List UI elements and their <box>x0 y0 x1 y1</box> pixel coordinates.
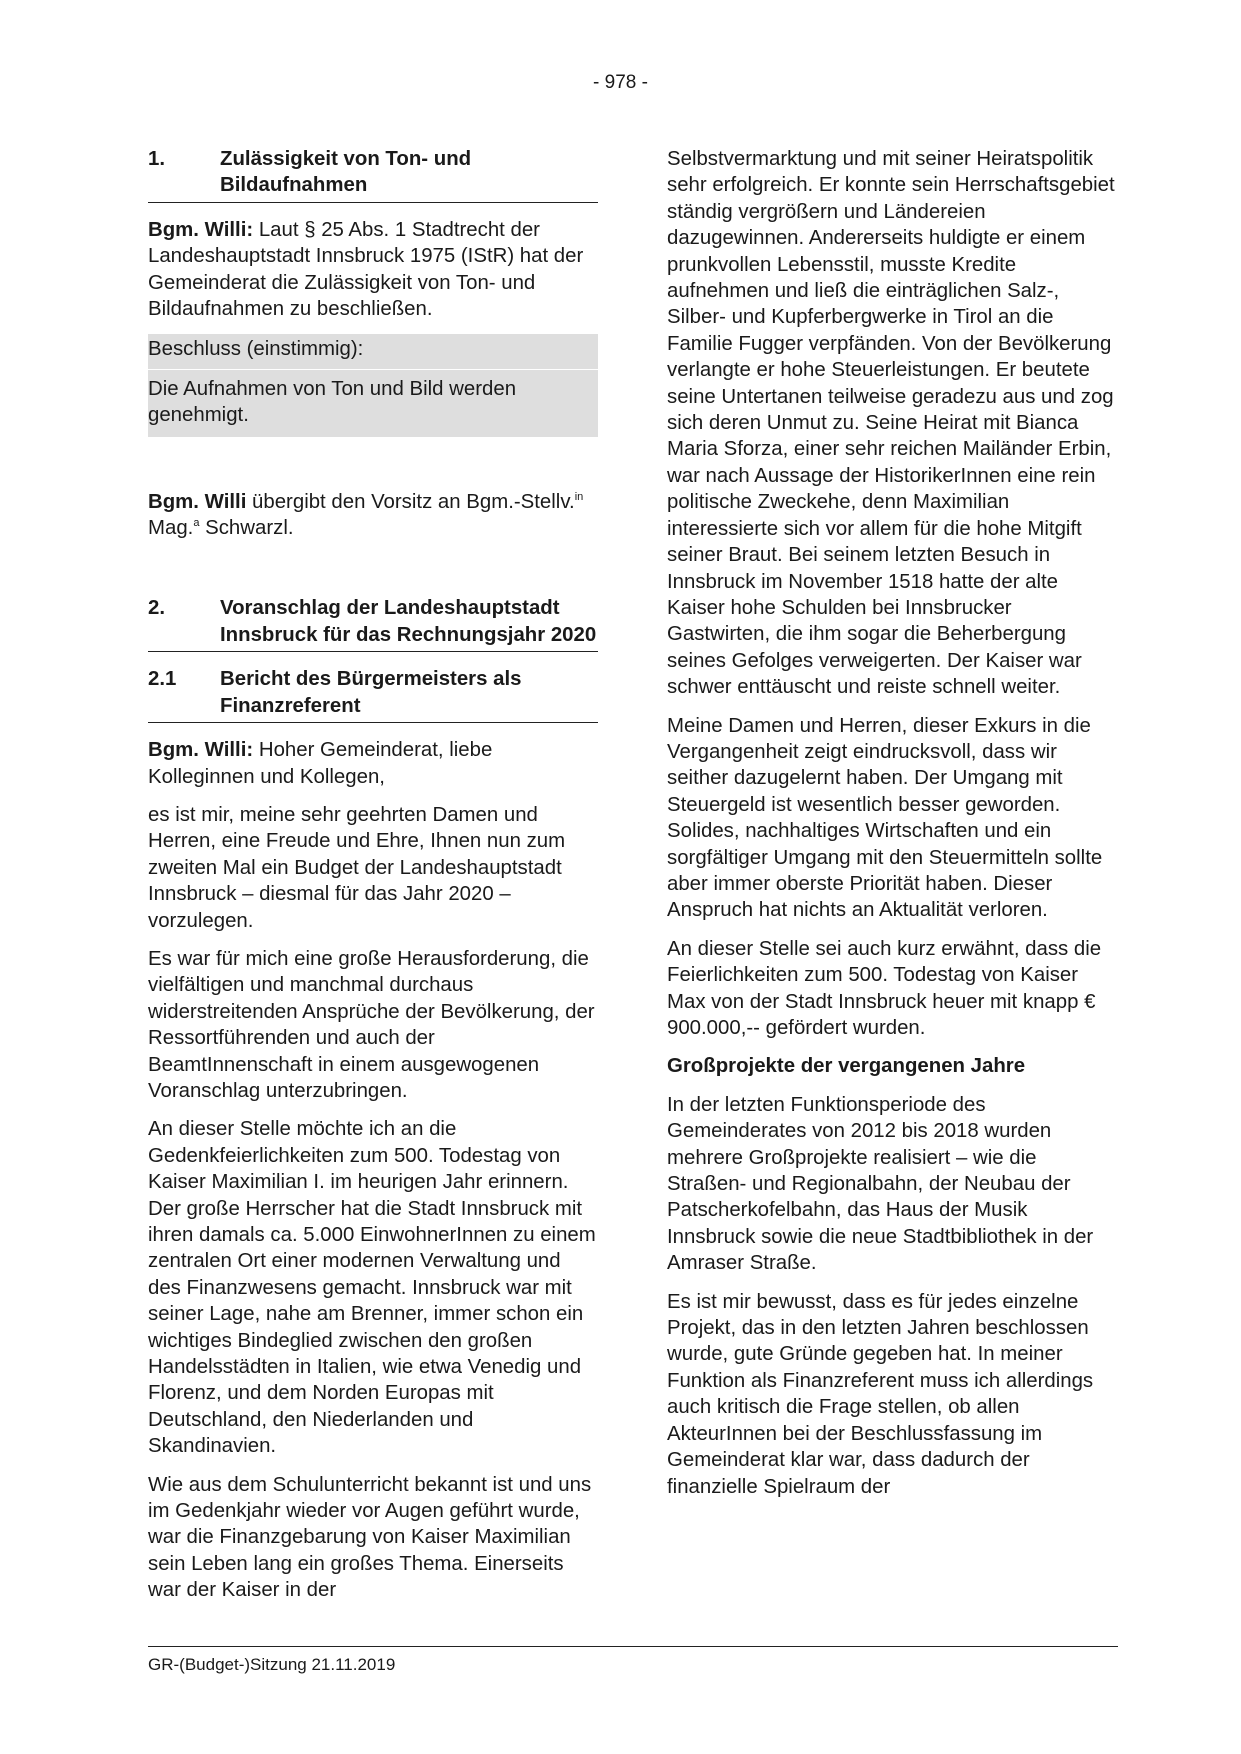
page-number: - 978 - <box>593 72 648 93</box>
speaker-name: Bgm. Willi: <box>148 739 254 762</box>
paragraph-text: Hoher Gemeinderat, liebe Kolleginnen und Kollegen, <box>148 739 493 788</box>
paragraph-text: übergibt den Vorsitz an Bgm.-Stellv. <box>246 490 575 513</box>
section-title: Bericht des Bürgermeisters als Finanzreferent <box>220 668 522 717</box>
speaker-name: Bgm. Willi <box>148 490 247 513</box>
paragraph: Meine Damen und Herren, dieser Exkurs in die Vergangenheit zeigt eindrucksvoll, dass wir seither dazugelernt haben. Der Umgang mit Steuergeld ist wesentlich besser geworden. Solides, nachhaltiges Wirtschaften und ein sorgfältiger Umgang mit den Steuermitteln sollte aber immer oberste Priorität haben. Dieser Anspruch hat nichts an Aktualität verloren. <box>667 714 1103 922</box>
superscript: in <box>574 490 584 503</box>
paragraph: es ist mir, meine sehr geehrten Damen und Herren, eine Freude und Ehre, Ihnen nun zum zweiten Mal ein Budget der Landeshauptstadt Innsbruck – diesmal für das Jahr 2020 – vorzulegen. <box>148 803 566 932</box>
decision-label: Beschluss (einstimmig): <box>148 334 598 369</box>
section-title: Zulässigkeit von Ton- und Bildaufnahmen <box>220 148 472 197</box>
right-column <box>667 146 1117 1512</box>
decision-text: Die Aufnahmen von Ton und Bild werden genehmigt. <box>148 377 517 427</box>
section-number: 1. <box>148 148 166 170</box>
paragraph: Es war für mich eine große Herausforderung, die vielfältigen und manchmal durchaus widerstreitenden Ansprüche der Bevölkerung, der Ressortführenden und auch der BeamtInnenschaft in einem ausgewogenen Voranschlag unterzubringen. <box>148 947 595 1102</box>
paragraph: An dieser Stelle möchte ich an die Gedenkfeierlichkeiten zum 500. Todestag von Kaiser Maximilian I. im heurigen Jahr erinnern. Der große Herrscher hat die Stadt Innsbruck mit ihren damals ca. 5.000 EinwohnerInnen zu einem zentralen Ort einer modernen Verwaltung und des Finanzwesens gemacht. Innsbruck war mit seiner Lage, nahe am Brenner, immer schon ein wichtiges Bindeglied zwischen den großen Handelsstädten in Italien, wie etwa Venedig und Florenz, und dem Norden Europas mit Deutschland, den Niederlanden und Skandinavien. <box>148 1118 596 1458</box>
section-heading-2-1 <box>148 666 598 723</box>
paragraph: An dieser Stelle sei auch kurz erwähnt, dass die Feierlichkeiten zum 500. Todestag von Kaiser Max von der Stadt Innsbruck heuer mit knapp € 900.000,-- gefördert wurden. <box>667 937 1102 1039</box>
decision-box <box>148 334 598 436</box>
section-heading-1 <box>148 146 598 203</box>
paragraph-text: Laut § 25 Abs. 1 Stadtrecht der Landeshauptstadt Innsbruck 1975 (IStR) hat der Gemeinderat die Zulässigkeit von Ton- und Bildaufnahmen zu beschließen. <box>148 218 584 321</box>
page-footer: GR-(Budget-)Sitzung 21.11.2019 <box>148 1646 1118 1675</box>
left-column <box>148 146 598 1616</box>
paragraph-text: Schwarzl. <box>199 517 294 540</box>
superscript: a <box>193 517 200 530</box>
paragraph: Es ist mir bewusst, dass es für jedes einzelne Projekt, das in den letzten Jahren beschlossen wurde, gute Gründe gegeben hat. In meiner Funktion als Finanzreferent muss ich allerdings auch kritisch die Frage stellen, ob allen AkteurInnen bei der Beschlussfassung im Gemeinderat klar war, dass dadurch der finanzielle Spielraum der <box>667 1290 1094 1498</box>
paragraph <box>148 217 598 323</box>
paragraph <box>148 489 598 542</box>
section-heading-2 <box>148 595 598 652</box>
subheading: Großprojekte der vergangenen Jahre <box>667 1055 1026 1078</box>
paragraph-text: Mag. <box>148 517 194 540</box>
section-number: 2. <box>148 597 166 620</box>
speaker-name: Bgm. Willi: <box>148 218 254 241</box>
paragraph: Selbstvermarktung und mit seiner Heiratspolitik sehr erfolgreich. Er konnte sein Herrschaftsgebiet ständig vergrößern und Ländereien dazugewinnen. Andererseits huldigte er einem prunkvollen Lebensstil, musste Kredite aufnehmen und ließ die einträglichen Salz-, Silber- und Kupferbergwerke in Tirol an die Familie Fugger verpfänden. Von der Bevölkerung verlangte er hohe Steuerleistungen. Er beutete seine Untertanen teilweise geradezu aus und zog sich deren Unmut zu. Seine Heirat mit Bianca Maria Sforza, einer sehr reichen Mailänder Erbin, war nach Aussage der HistorikerInnen eine rein politische Zweckehe, denn Maximilian interessierte sich vor allem für die hohe Mitgift seiner Braut. Bei seinem letzten Besuch in Innsbruck im November 1518 hatte der alte Kaiser hohe Schulden bei Innsbrucker Gastwirten, die ihm sogar die Beherbergung seines Gefolges verweigerten. Der Kaiser war schwer enttäuscht und reiste schnell weiter. <box>667 148 1115 699</box>
paragraph <box>148 737 598 790</box>
section-title: Voranschlag der Landeshauptstadt Innsbruck für das Rechnungsjahr 2020 <box>220 597 597 646</box>
section-number: 2.1 <box>148 668 177 691</box>
paragraph: Wie aus dem Schulunterricht bekannt ist und uns im Gedenkjahr wieder vor Augen geführt wurde, war die Finanzgebarung von Kaiser Maximilian sein Leben lang ein großes Thema. Einerseits war der Kaiser in der <box>148 1473 592 1602</box>
paragraph: In der letzten Funktionsperiode des Gemeinderates von 2012 bis 2018 wurden mehrere Großprojekte realisiert – wie die Straßen- und Regionalbahn, der Neubau der Patscherkofelbahn, das Haus der Musik Innsbruck sowie die neue Stadtbibliothek in der Amraser Straße. <box>667 1093 1094 1275</box>
